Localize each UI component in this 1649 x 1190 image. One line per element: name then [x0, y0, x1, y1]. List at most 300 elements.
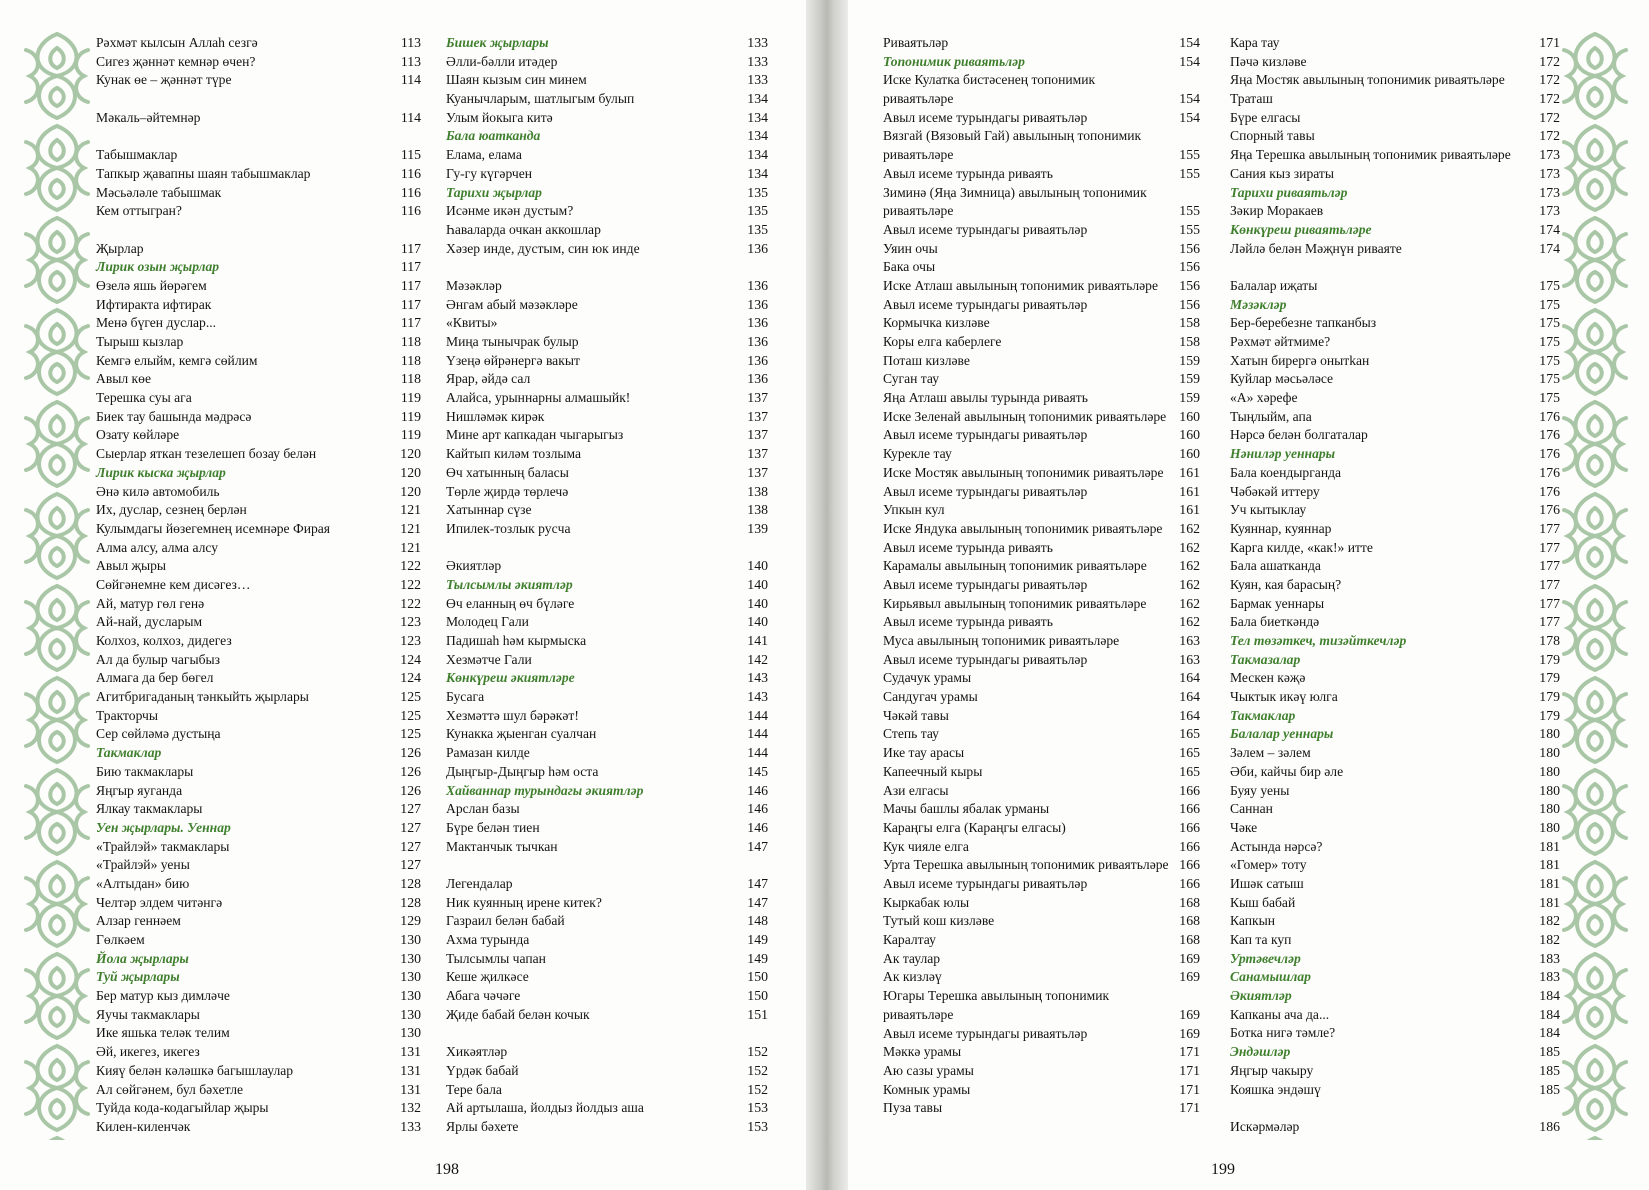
toc-page-number: 136 [747, 240, 768, 256]
toc-page-number: 146 [747, 801, 768, 817]
toc-page-number: 175 [1539, 296, 1560, 312]
toc-section-heading [446, 184, 768, 203]
toc-entry-title: Капканы ача да... [1230, 1006, 1330, 1022]
toc-entry-title: Ике яшька теләк телим [96, 1025, 230, 1041]
toc-entry [446, 707, 768, 726]
toc-page-number: 143 [747, 670, 768, 686]
toc-entry-title: Такмазалар [1230, 651, 1301, 667]
toc-entry-title: Әнә килә автомобиль [96, 483, 220, 499]
toc-entry-title: Сер сөйләмә дустыңа [96, 726, 221, 742]
toc-page-number: 134 [747, 109, 768, 125]
toc-entry-title: Мәккә урамы [883, 1044, 962, 1060]
toc-spacer [446, 258, 768, 277]
toc-entry-title: Карамалы авылының топонимик риваятьләре [883, 558, 1147, 574]
toc-page-number: 169 [1179, 950, 1200, 966]
toc-entry-title: Ай артылаша, йолдыз йолдыз аша [446, 1100, 644, 1116]
toc-entry [1230, 875, 1560, 894]
toc-entry-title: «Квиты» [446, 315, 498, 331]
toc-entry [1230, 763, 1560, 782]
toc-entry [1230, 389, 1560, 408]
toc-page-number: 122 [400, 558, 421, 574]
toc-page-number: 148 [747, 913, 768, 929]
toc-page-number: 144 [747, 745, 768, 761]
toc-page-number: 118 [400, 334, 421, 349]
toc-entry-title: Уен җырлары. Уеннар [96, 819, 231, 835]
toc-page-number: 125 [400, 689, 421, 705]
toc-entry [1230, 483, 1560, 502]
toc-page-number: 144 [747, 726, 768, 742]
toc-entry-title: Мачы башлы ябалак урманы [883, 801, 1050, 817]
toc-entry-title: «Алтыдан» бию [96, 875, 190, 891]
toc-entry-title: Кара тау [1230, 35, 1280, 50]
toc-page-number: 114 [400, 109, 421, 125]
toc-entry [1230, 408, 1560, 427]
toc-entry-title: Югары Терешка авылының топонимик риваятьләре [883, 988, 1110, 1022]
page-number-right: 199 [1211, 1161, 1235, 1178]
toc-entry-title: Кирьявыл авылының топонимик риваятьләре [883, 595, 1147, 611]
toc-page-number: 179 [1539, 651, 1560, 667]
toc-page-number: 160 [1179, 446, 1200, 462]
toc-entry [446, 202, 768, 221]
toc-entry-title: Алма алсу, алма алсу [96, 539, 219, 555]
toc-page-number: 162 [1179, 539, 1200, 555]
toc-entry-title: Агитбригаданың тәнкыйть җырлары [96, 689, 309, 705]
toc-entry-title: Хезмәттә шул бәрәкәт! [446, 707, 579, 723]
toc-entry-title: Менә бүген дуслар... [96, 315, 217, 331]
toc-entry-title: Кеше җилкәсе [446, 969, 529, 985]
toc-page-number: 171 [1179, 1062, 1200, 1078]
toc-page-number: 184 [1539, 1006, 1560, 1022]
toc-page-number: 145 [747, 763, 768, 779]
toc-entry [96, 146, 421, 165]
toc-entry [1230, 370, 1560, 389]
toc-entry [446, 314, 768, 333]
toc-entry [96, 894, 421, 913]
left-page [0, 0, 818, 1190]
toc-entry [96, 688, 421, 707]
toc-entry-title: Ал да булыр чагыбыз [96, 651, 221, 667]
toc-entry [883, 370, 1200, 389]
toc-entry [883, 277, 1200, 296]
toc-entry [96, 613, 421, 632]
toc-entry-title: Алзар геннәем [96, 913, 181, 929]
toc-entry-title: Такмаклар [96, 745, 162, 761]
toc-page-number: 155 [1179, 221, 1200, 237]
toc-entry-title: Авыл көе [96, 371, 151, 387]
toc-entry-title: Авыл исеме турындагы риваятьләр [883, 296, 1088, 312]
toc-entry [883, 744, 1200, 763]
toc-spacer [446, 856, 768, 875]
toc-page-number: 137 [747, 464, 768, 480]
toc-entry [96, 763, 421, 782]
toc-entry-title: Караңгы елга (Караңгы елгасы) [883, 819, 1066, 835]
toc-entry-title: Кояшка эндәшү [1230, 1081, 1321, 1097]
toc-page-number: 172 [1539, 91, 1560, 107]
toc-page-number: 146 [747, 819, 768, 835]
toc-page-number: 121 [400, 520, 421, 536]
toc-entry [446, 1118, 768, 1137]
toc-entry-title: Чәке [1230, 819, 1258, 835]
toc-entry [883, 520, 1200, 539]
toc-page-number: 166 [1179, 801, 1200, 817]
toc-page-number: 180 [1539, 763, 1560, 779]
toc-entry [883, 931, 1200, 950]
toc-entry-title: Куяннар, куяннар [1230, 520, 1332, 536]
toc-page-number: 169 [1179, 1025, 1200, 1041]
toc-entry-title: Искәрмәләр [1230, 1118, 1300, 1134]
toc-entry [883, 483, 1200, 502]
toc-entry-title: Хатыннар сүзе [446, 502, 532, 518]
toc-page-number: 154 [1179, 53, 1200, 69]
toc-entry [446, 613, 768, 632]
toc-entry-title: «Гомер» тоту [1230, 857, 1307, 873]
toc-entry-title: Авыл җыры [96, 558, 167, 574]
toc-entry [96, 539, 421, 558]
toc-entry-title: Балалар иҗаты [1230, 277, 1318, 293]
page-number-left: 198 [435, 1161, 459, 1178]
toc-entry [446, 501, 768, 520]
toc-entry [446, 968, 768, 987]
toc-entry [883, 725, 1200, 744]
toc-page-number: 172 [1539, 53, 1560, 69]
toc-entry [1230, 782, 1560, 801]
toc-entry [1230, 71, 1560, 90]
toc-section-heading [1230, 707, 1560, 726]
toc-page-number: 126 [400, 782, 421, 798]
toc-entry-title: Мәкаль–әйтемнәр [96, 109, 201, 125]
toc-page-number: 138 [747, 502, 768, 518]
toc-entry [446, 763, 768, 782]
toc-page-number: 123 [400, 614, 421, 630]
toc-entry [96, 352, 421, 371]
toc-entry-title: Пуза тавы [883, 1100, 943, 1116]
toc-entry-title: Риваятьләр [883, 35, 949, 50]
toc-entry-title: Хайваннар турындагы әкиятләр [446, 782, 644, 798]
toc-entry-title: Ярлы бәхете [446, 1118, 519, 1134]
toc-entry-title: Каралтау [883, 932, 936, 948]
toc-entry [446, 651, 768, 670]
toc-spacer [96, 90, 421, 109]
toc-entry [446, 950, 768, 969]
toc-section-heading [1230, 221, 1560, 240]
toc-entry [96, 576, 421, 595]
toc-entry-title: Вязгай (Вязовый Гай) авылының топонимик риваятьләре [883, 128, 1142, 163]
toc-section-heading [1230, 296, 1560, 315]
toc-entry [446, 557, 768, 576]
toc-page-number: 182 [1539, 913, 1560, 929]
toc-entry-title: Кыш бабай [1230, 894, 1296, 910]
toc-entry-title: Капеечный кыры [883, 763, 983, 779]
toc-page-number: 150 [747, 969, 768, 985]
toc-entry-title: Спорный тавы [1230, 128, 1315, 144]
toc-entry-title: Кемгә елыйм, кемгә сөйлим [96, 352, 258, 368]
toc-entry [883, 221, 1200, 240]
toc-entry [446, 352, 768, 371]
toc-entry [96, 370, 421, 389]
toc-page-number: 166 [1179, 857, 1200, 873]
toc-page-number: 162 [1179, 614, 1200, 630]
toc-entry [1230, 576, 1560, 595]
toc-page-number: 115 [400, 147, 421, 163]
toc-entry [883, 539, 1200, 558]
toc-entry-title: Исәнме икән дустым? [446, 203, 574, 219]
toc-entry-title: Газраил белән бабай [446, 913, 565, 929]
toc-page-number: 164 [1179, 689, 1200, 705]
toc-entry-title: Авыл исеме турындагы риваятьләр [883, 109, 1088, 125]
toc-entry [883, 333, 1200, 352]
decorative-border-ornament [1560, 30, 1630, 1140]
toc-page-number: 177 [1539, 595, 1560, 611]
toc-entry [446, 333, 768, 352]
toc-page-number: 127 [400, 819, 421, 835]
toc-entry [446, 838, 768, 857]
toc-entry-title: Бер-беребезне тапканбыз [1230, 315, 1377, 331]
toc-entry-title: Килен-киленчәк [96, 1118, 191, 1134]
toc-entry-title: Эндәшләр [1230, 1044, 1291, 1060]
toc-section-heading [96, 968, 421, 987]
toc-entry-title: Арслан базы [446, 801, 520, 817]
toc-entry [96, 1118, 421, 1137]
toc-page-number: 173 [1539, 184, 1560, 200]
toc-column [883, 34, 1200, 1118]
toc-entry-title: Елама, елама [446, 147, 522, 163]
toc-entry [446, 800, 768, 819]
toc-entry [1230, 669, 1560, 688]
toc-page-number: 137 [747, 427, 768, 443]
toc-page-number: 147 [747, 838, 768, 854]
toc-page-number: 151 [747, 1006, 768, 1022]
toc-entry [883, 576, 1200, 595]
toc-entry-title: Тракторчы [96, 707, 159, 723]
toc-page-number: 149 [747, 932, 768, 947]
toc-entry [96, 34, 421, 53]
toc-page-number: 175 [1539, 390, 1560, 406]
toc-entry [446, 389, 768, 408]
toc-entry-title: Яңа Терешка авылының топонимик риваятьләре [1230, 147, 1511, 163]
toc-entry [883, 184, 1200, 221]
toc-entry [883, 763, 1200, 782]
toc-entry [96, 651, 421, 670]
toc-entry-title: Тыңлыйм, апа [1230, 408, 1312, 424]
toc-section-heading [883, 53, 1200, 72]
toc-entry [1230, 838, 1560, 857]
toc-entry [883, 426, 1200, 445]
toc-entry-title: Рамазан килде [446, 745, 530, 761]
toc-entry [883, 501, 1200, 520]
toc-entry [1230, 333, 1560, 352]
toc-entry [1230, 557, 1560, 576]
toc-entry-title: Кем оттыгран? [96, 203, 182, 219]
toc-page-number: 126 [400, 763, 421, 779]
toc-entry [96, 669, 421, 688]
toc-section-heading [1230, 987, 1560, 1006]
toc-page-number: 153 [747, 1118, 768, 1134]
toc-entry-title: Сания кыз зираты [1230, 165, 1335, 181]
toc-entry [446, 1081, 768, 1100]
toc-entry [1230, 109, 1560, 128]
toc-entry-title: Иске Кулатка бистәсенең топонимик риваятьләре [883, 72, 1096, 107]
toc-entry [96, 389, 421, 408]
toc-page-number: 131 [400, 1062, 421, 1078]
toc-page-number: 179 [1539, 670, 1560, 686]
toc-entry-title: Колхоз, колхоз, дидегез [96, 633, 232, 648]
toc-entry [446, 595, 768, 614]
toc-entry [883, 109, 1200, 128]
toc-entry [96, 296, 421, 315]
toc-page-number: 136 [747, 334, 768, 349]
toc-entry [1230, 520, 1560, 539]
toc-entry [1230, 819, 1560, 838]
toc-page-number: 164 [1179, 707, 1200, 723]
toc-page-number: 127 [400, 801, 421, 817]
toc-entry [883, 258, 1200, 277]
toc-page-number: 156 [1179, 296, 1200, 312]
toc-page-number: 176 [1539, 446, 1560, 462]
toc-page-number: 127 [400, 857, 421, 873]
toc-page-number: 130 [400, 988, 421, 1004]
toc-entry [446, 277, 768, 296]
toc-entry-title: Ботка нигә тәмле? [1230, 1025, 1336, 1041]
toc-entry-title: Әнгам абый мәзәкләре [446, 296, 578, 312]
toc-page-number: 130 [400, 1025, 421, 1041]
toc-page-number: 140 [747, 576, 768, 592]
toc-page-number: 183 [1539, 950, 1560, 966]
toc-entry-title: Миңа тынычрак булыр [446, 334, 579, 349]
toc-page-number: 168 [1179, 894, 1200, 910]
toc-page-number: 120 [400, 446, 421, 462]
toc-page-number: 172 [1539, 128, 1560, 144]
toc-section-heading [1230, 632, 1560, 651]
toc-page-number: 154 [1179, 91, 1200, 107]
toc-entry [1230, 127, 1560, 146]
toc-page-number: 152 [747, 1081, 768, 1097]
toc-page-number: 161 [1179, 464, 1200, 480]
toc-entry-title: Бала ашатканда [1230, 558, 1321, 574]
toc-entry [96, 165, 421, 184]
toc-page-number: 174 [1539, 221, 1560, 237]
toc-entry [446, 875, 768, 894]
toc-entry [96, 1099, 421, 1118]
toc-entry-title: Кук чияле елга [883, 838, 969, 854]
toc-entry [96, 445, 421, 464]
toc-page-number: 180 [1539, 819, 1560, 835]
toc-page-number: 128 [400, 875, 421, 891]
toc-entry-title: Балалар уеннары [1230, 726, 1334, 742]
toc-page-number: 180 [1539, 745, 1560, 761]
toc-entry-title: Урта Терешка авылының топонимик риваятьләре [883, 857, 1169, 873]
toc-page-number: 113 [400, 53, 421, 69]
toc-entry-title: Сандугач урамы [883, 689, 978, 705]
toc-entry-title: Карга килде, «как!» итте [1230, 539, 1373, 555]
toc-page-number: 133 [747, 72, 768, 88]
right-page [836, 0, 1649, 1190]
toc-section-heading [446, 576, 768, 595]
toc-entry [883, 819, 1200, 838]
toc-page-number: 116 [400, 203, 421, 219]
toc-entry [1230, 539, 1560, 558]
toc-page-number: 153 [747, 1100, 768, 1116]
toc-page-number: 175 [1539, 352, 1560, 368]
toc-entry-title: Судачук урамы [883, 670, 972, 686]
toc-entry-title: Тарихи риваятьләр [1230, 184, 1348, 200]
toc-entry-title: Ахма турында [446, 932, 530, 947]
toc-entry-title: Траташ [1230, 91, 1273, 107]
toc-entry [883, 875, 1200, 894]
toc-page-number: 173 [1539, 203, 1560, 219]
toc-entry-title: Әкиятләр [1230, 988, 1292, 1004]
toc-column [1230, 34, 1560, 1137]
toc-entry-title: Молодец Гали [446, 614, 529, 630]
toc-entry-title: Падишаһ һәм кырмыска [446, 633, 587, 648]
toc-page-number: 185 [1539, 1081, 1560, 1097]
toc-page-number: 117 [400, 277, 421, 293]
toc-entry-title: «Трайлэй» такмаклары [96, 838, 230, 854]
toc-entry-title: Һаваларда очкан аккошлар [446, 221, 601, 237]
toc-entry-title: Яучы такмаклары [96, 1006, 200, 1022]
toc-entry-title: Хатын бирергә онытkан [1230, 352, 1370, 368]
toc-page-number: 125 [400, 707, 421, 723]
toc-entry-title: Ай, матур гөл генә [96, 595, 205, 611]
toc-spacer [96, 127, 421, 146]
toc-entry [883, 782, 1200, 801]
toc-entry-title: Гу-гу күгәрчен [446, 165, 533, 181]
toc-entry [96, 184, 421, 203]
toc-entry [96, 1006, 421, 1025]
toc-entry-title: Өч еланның өч бүләге [446, 595, 575, 611]
toc-entry-title: Уртәвечләр [1230, 950, 1301, 966]
toc-page-number: 117 [400, 240, 421, 256]
toc-section-heading [446, 669, 768, 688]
toc-entry [883, 595, 1200, 614]
toc-entry [1230, 240, 1560, 259]
toc-entry [1230, 53, 1560, 72]
toc-page-number: 140 [747, 558, 768, 574]
toc-entry [96, 782, 421, 801]
toc-entry-title: Суган тау [883, 371, 940, 387]
toc-entry [446, 464, 768, 483]
toc-entry-title: Тарихи җырлар [446, 184, 542, 200]
toc-page-number: 172 [1539, 109, 1560, 125]
toc-entry [1230, 1006, 1560, 1025]
toc-entry-title: Бер матур кыз димләче [96, 988, 230, 1004]
toc-page-number: 176 [1539, 464, 1560, 480]
toc-section-heading [446, 34, 768, 53]
toc-page-number: 172 [1539, 72, 1560, 88]
toc-page-number: 158 [1179, 334, 1200, 350]
toc-entry [1230, 912, 1560, 931]
toc-page-number: 119 [400, 427, 421, 443]
toc-page-number: 164 [1179, 670, 1200, 686]
toc-entry-title: Мине арт капкадан чыгарыгыз [446, 427, 624, 443]
toc-entry-title: Хәзер инде, дустым, син юк инде [446, 240, 640, 256]
toc-entry-title: Авыл исеме турындагы риваятьләр [883, 483, 1088, 499]
toc-page-number: 159 [1179, 390, 1200, 406]
toc-entry [446, 819, 768, 838]
toc-page-number: 116 [400, 165, 421, 181]
toc-entry [96, 426, 421, 445]
toc-entry [1230, 1024, 1560, 1043]
toc-entry [1230, 800, 1560, 819]
toc-entry [883, 1099, 1200, 1118]
toc-page-number: 140 [747, 595, 768, 611]
toc-entry-title: Мәзәкләр [446, 277, 502, 293]
toc-entry-title: Яңа Атлаш авылы турында риваять [883, 390, 1088, 406]
toc-entry-title: Ази елгасы [883, 782, 949, 798]
toc-page-number: 137 [747, 408, 768, 424]
toc-entry [1230, 1118, 1560, 1137]
toc-page-number: 177 [1539, 558, 1560, 574]
toc-page-number: 135 [747, 203, 768, 219]
